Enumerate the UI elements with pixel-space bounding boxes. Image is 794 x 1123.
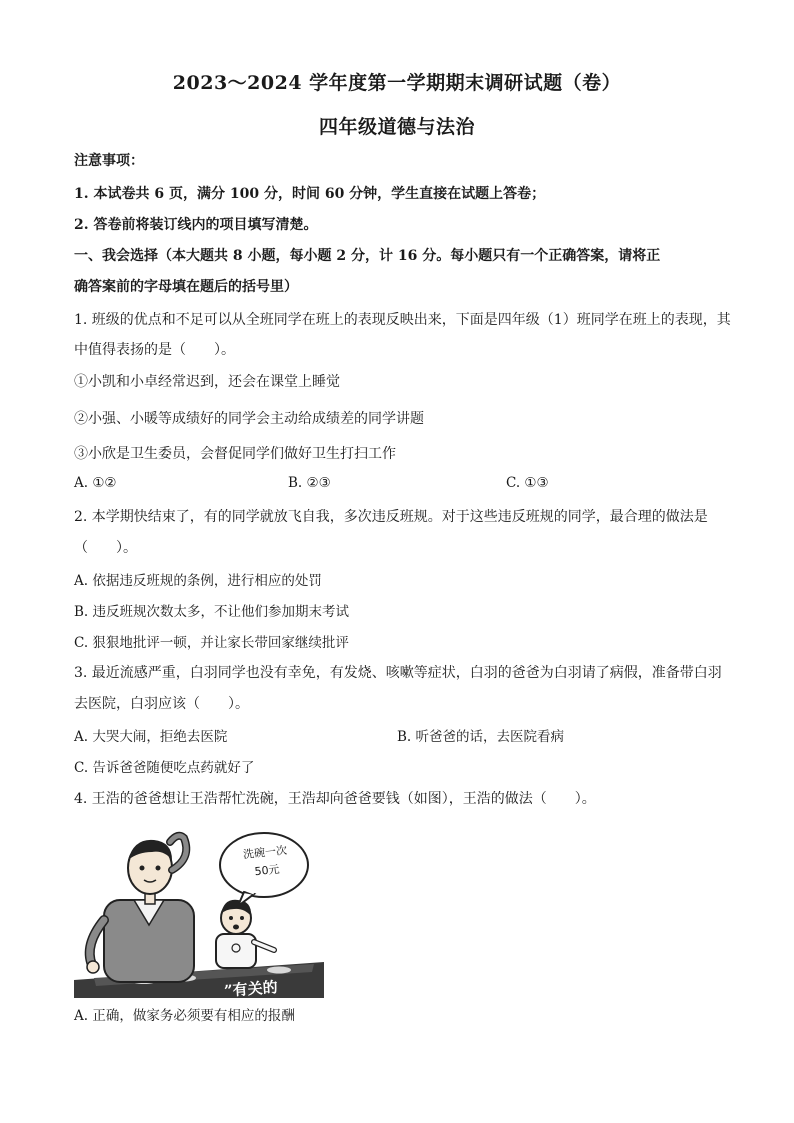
notice-heading: 注意事项： [74, 153, 144, 169]
q1-stem-cont: 中值得表扬的是（ ）。 [74, 342, 235, 358]
q2-option-c[interactable]: C. 狠狠地批评一顿，并让家长带回家继续批评 [74, 635, 349, 651]
exam-title: 2023～2024 学年度第一学期期末调研试题（卷） [172, 72, 622, 94]
q1-statement-2: ②小强、小暖等成绩好的同学会主动给成绩差的同学讲题 [74, 411, 424, 427]
q1-option-b[interactable]: B. ②③ [288, 475, 331, 491]
father-figure [87, 836, 194, 982]
q1-statement-3: ③小欣是卫生委员，会督促同学们做好卫生打扫工作 [74, 446, 396, 462]
q1-statement-1: ①小凯和小卓经常迟到，还会在课堂上睡觉 [74, 374, 340, 390]
q3-stem-cont: 去医院，白羽应该（ ）。 [74, 696, 249, 712]
son-figure [216, 900, 274, 968]
q2-stem-cont: （ ）。 [74, 540, 137, 556]
section1-heading-cont: 确答案前的字母填在题后的括号里） [74, 279, 298, 295]
q2-option-a[interactable]: A. 依据违反班规的条例，进行相应的处罚 [74, 573, 322, 589]
q4-stem: 4. 王浩的爸爸想让王浩帮忙洗碗，王浩却向爸爸要钱（如图），王浩的做法（ ）。 [74, 791, 596, 807]
q2-stem: 2. 本学期快结束了，有的同学就放飞自我，多次违反班规。对于这些违反班规的同学，最合理的做法是 [74, 509, 708, 525]
q4-option-a[interactable]: A. 正确，做家务必须要有相应的报酬 [74, 1008, 295, 1024]
q3-option-a[interactable]: A. 大哭大闹，拒绝去医院 [74, 729, 228, 745]
notice-item-2: 2. 答卷前将装订线内的项目填写清楚。 [74, 217, 318, 233]
q3-stem: 3. 最近流感严重，白羽同学也没有幸免，有发烧、咳嗽等症状，白羽的爸爸为白羽请了病假，准备带白羽 [74, 665, 722, 681]
q3-option-c[interactable]: C. 告诉爸爸随便吃点药就好了 [74, 760, 255, 776]
q4-illustration [74, 830, 324, 998]
bubble-text-line1: 洗碗一次 [242, 843, 288, 862]
bowl [267, 967, 291, 974]
q1-option-a[interactable]: A. ①② [74, 475, 117, 491]
exam-subject: 四年级道德与法治 [318, 116, 475, 138]
q3-option-b[interactable]: B. 听爸爸的话，去医院看病 [397, 729, 565, 745]
q1-option-c[interactable]: C. ①③ [506, 475, 549, 491]
section1-heading: 一、我会选择（本大题共 8 小题，每小题 2 分，计 16 分。每小题只有一个正确答案，请将正 [74, 248, 661, 264]
illustration-caption-fragment: ”有关的 [223, 978, 279, 1000]
q2-option-b[interactable]: B. 违反班规次数太多，不让他们参加期末考试 [74, 604, 350, 620]
notice-item-1: 1. 本试卷共 6 页，满分 100 分，时间 60 分钟，学生直接在试题上答卷； [74, 186, 546, 202]
q1-stem: 1. 班级的优点和不足可以从全班同学在班上的表现反映出来，下面是四年级（1）班同学在班上的表现，其 [74, 312, 731, 328]
bubble-text-line2: 50元 [253, 862, 281, 879]
